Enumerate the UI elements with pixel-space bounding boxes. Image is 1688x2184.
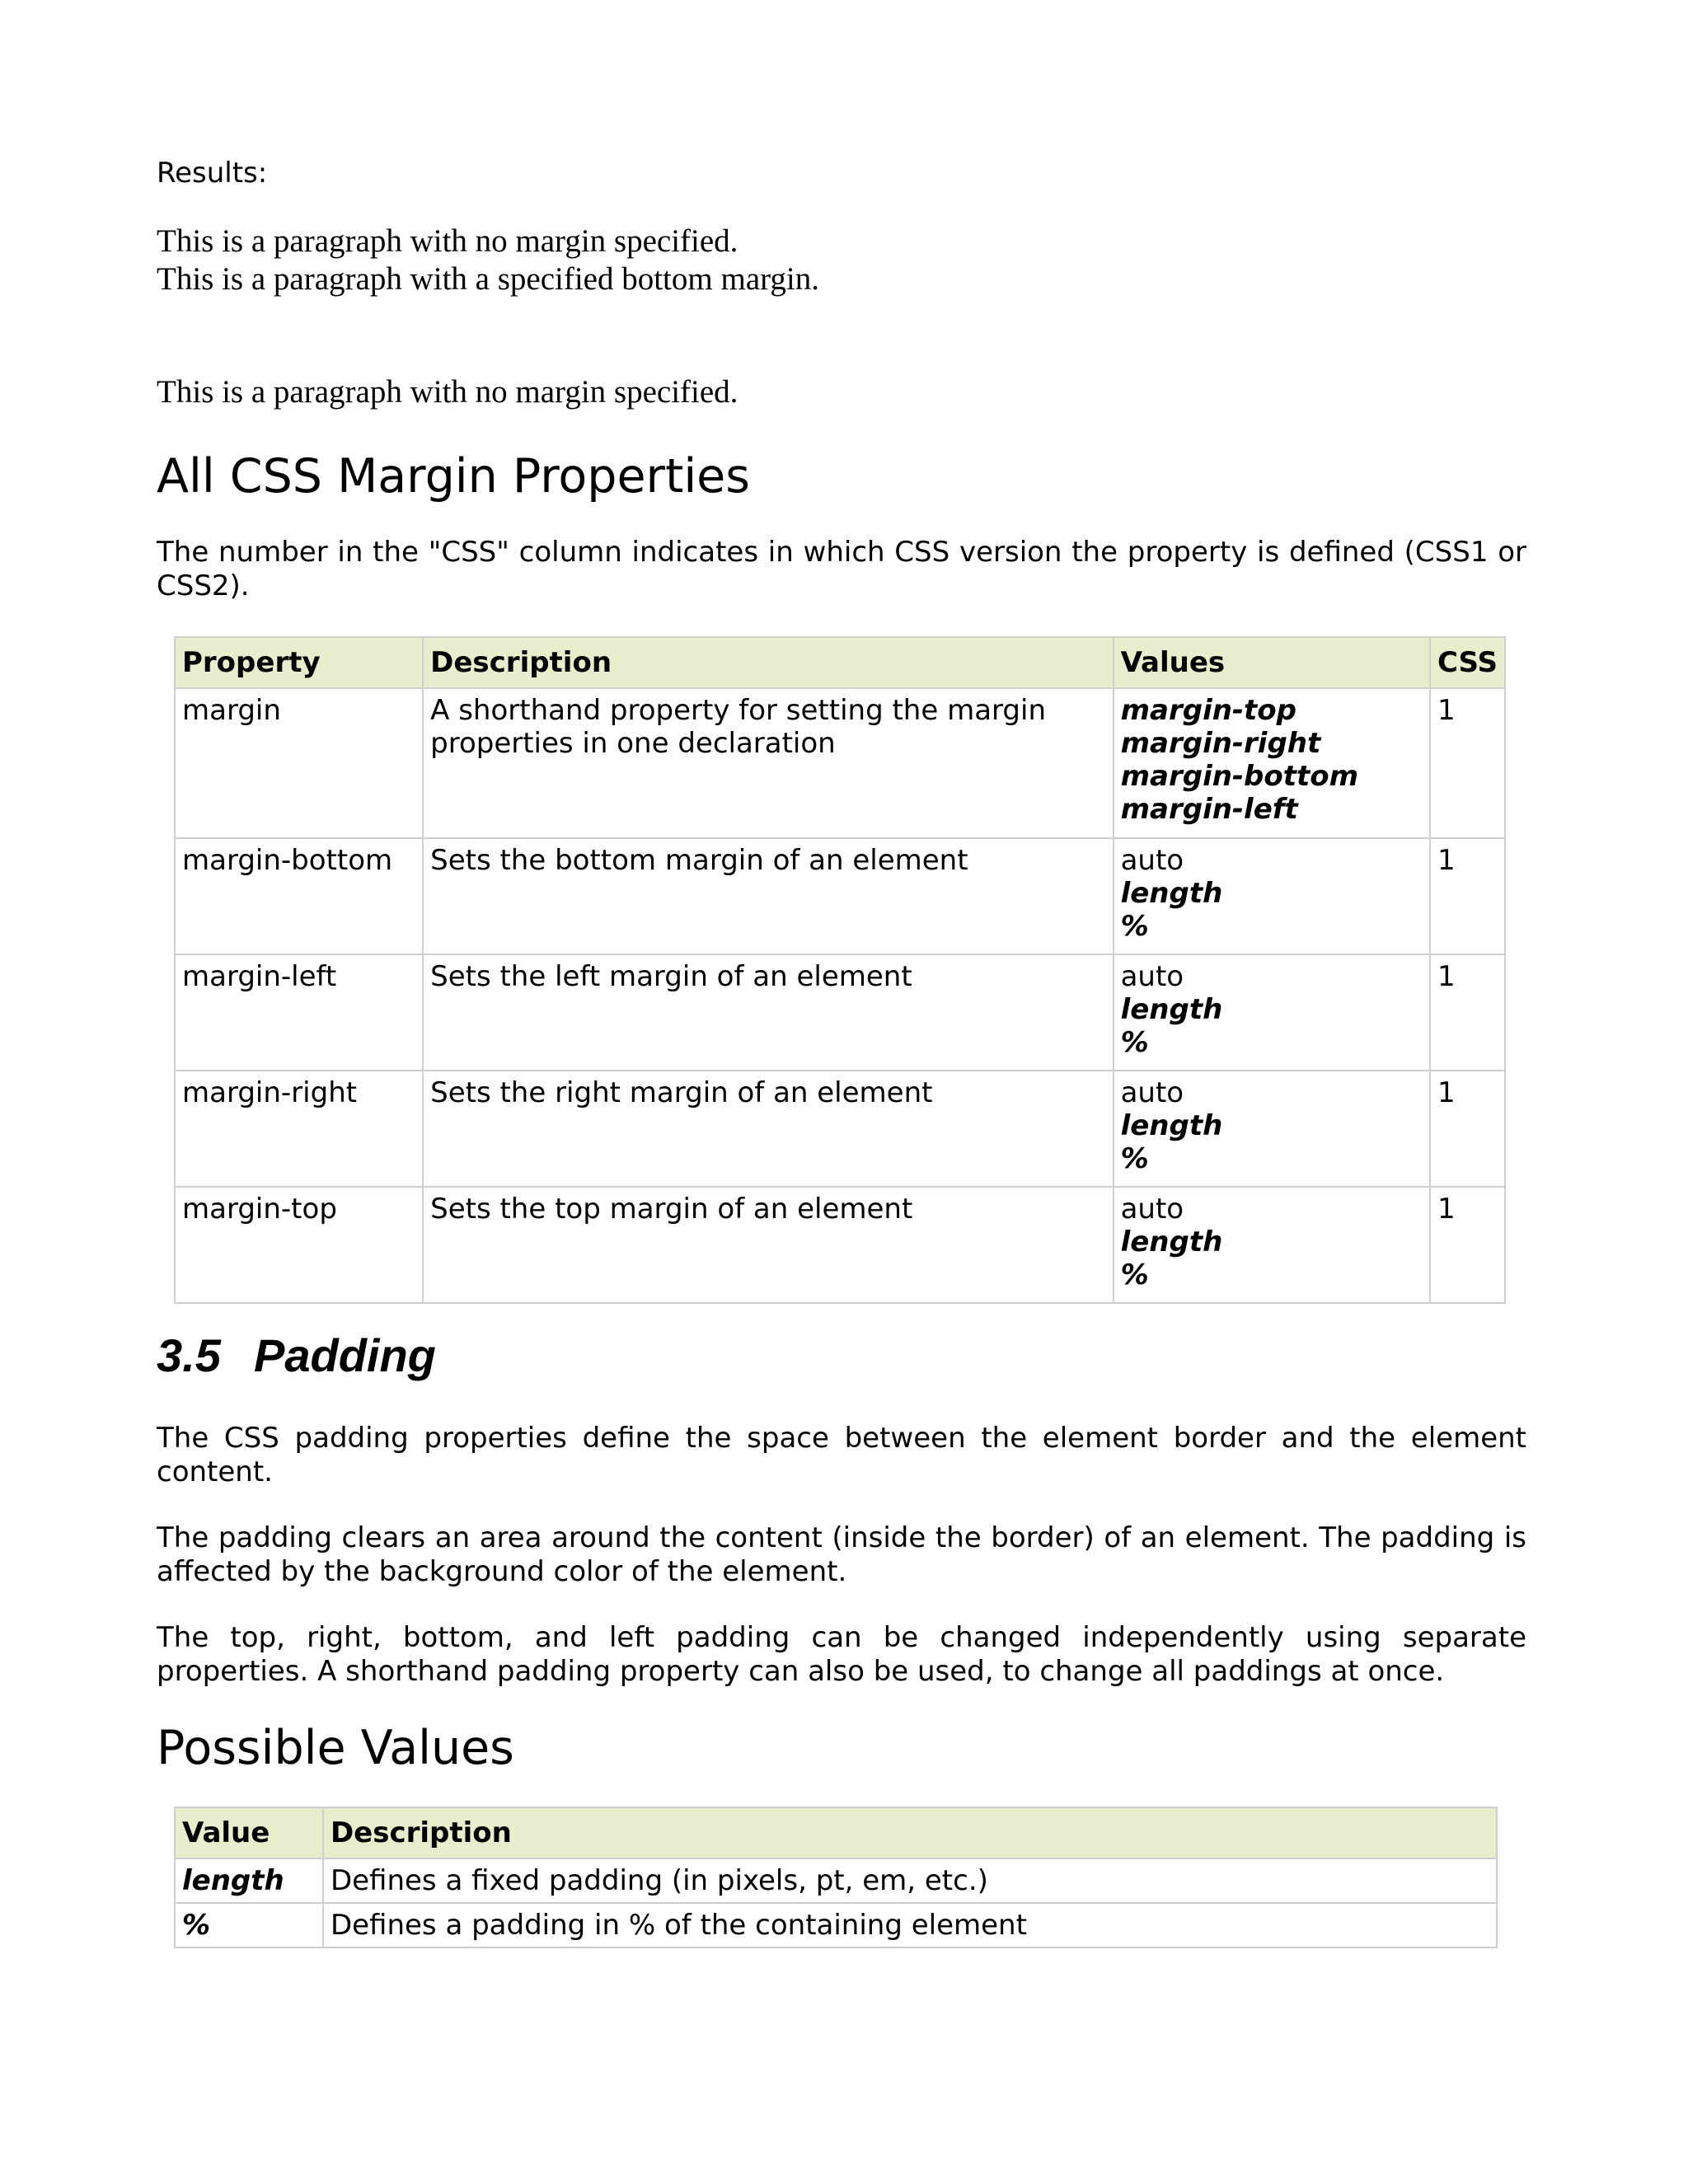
value-item: auto xyxy=(1120,960,1184,993)
margin-intro-text: The number in the "CSS" column indicates in which CSS version the property is defined (CSS1 or CSS2). xyxy=(157,536,1526,602)
cell-property: margin-top xyxy=(175,1187,423,1303)
header-value: Value xyxy=(175,1807,323,1858)
value-item: margin-right xyxy=(1120,727,1321,760)
value-item: length xyxy=(1120,1109,1223,1142)
table-row xyxy=(175,838,1505,954)
cell-values xyxy=(1114,688,1430,838)
value-item: length xyxy=(1120,1226,1223,1258)
margin-properties-heading: All CSS Margin Properties xyxy=(157,449,750,504)
padding-section-heading xyxy=(157,1329,436,1382)
value-item: margin-left xyxy=(1120,793,1298,826)
padding-values-table xyxy=(174,1807,1498,1948)
padding-para-1: The CSS padding properties define the space between the element border and the element content. xyxy=(157,1422,1526,1488)
cell-description: A shorthand property for setting the margin properties in one declaration xyxy=(423,688,1113,838)
cell-description: Sets the left margin of an element xyxy=(423,954,1113,1071)
value-item: auto xyxy=(1120,1193,1184,1226)
value-item: auto xyxy=(1120,844,1184,877)
cell-css: 1 xyxy=(1430,1071,1505,1187)
header-values: Values xyxy=(1114,637,1430,688)
cell-description: Sets the right margin of an element xyxy=(423,1071,1113,1187)
cell-value: length xyxy=(175,1858,323,1903)
cell-property: margin-bottom xyxy=(175,838,423,954)
value-item: margin-bottom xyxy=(1120,760,1359,793)
paragraph-no-margin-2: This is a paragraph with no margin specified. xyxy=(157,374,738,410)
cell-values xyxy=(1114,1187,1430,1303)
table-header-row xyxy=(175,1807,1497,1858)
table-row xyxy=(175,1858,1497,1903)
padding-para-2: The padding clears an area around the content (inside the border) of an element. The padding is affected by the background color of the element. xyxy=(157,1521,1526,1588)
section-title: Padding xyxy=(254,1329,436,1381)
cell-values xyxy=(1114,954,1430,1071)
table-row xyxy=(175,688,1505,838)
table-row xyxy=(175,954,1505,1071)
paragraph-bottom-margin: This is a paragraph with a specified bottom margin. xyxy=(157,261,819,297)
value-item: % xyxy=(1120,1258,1149,1291)
value-item: length xyxy=(1120,993,1223,1026)
cell-css: 1 xyxy=(1430,688,1505,838)
cell-css: 1 xyxy=(1430,1187,1505,1303)
possible-values-heading: Possible Values xyxy=(157,1721,514,1775)
section-number: 3.5 xyxy=(157,1329,221,1381)
cell-description: Defines a padding in % of the containing element xyxy=(323,1903,1497,1947)
value-item: length xyxy=(1120,877,1223,910)
results-label: Results: xyxy=(157,157,268,190)
table-row xyxy=(175,1071,1505,1187)
header-description: Description xyxy=(323,1807,1497,1858)
table-row xyxy=(175,1187,1505,1303)
cell-description: Sets the top margin of an element xyxy=(423,1187,1113,1303)
cell-css: 1 xyxy=(1430,954,1505,1071)
header-css: CSS xyxy=(1430,637,1505,688)
value-item: % xyxy=(1120,910,1149,943)
cell-value: % xyxy=(175,1903,323,1947)
paragraph-no-margin-1: This is a paragraph with no margin specified. xyxy=(157,223,738,259)
cell-property: margin-right xyxy=(175,1071,423,1187)
cell-description: Defines a fixed padding (in pixels, pt, em, etc.) xyxy=(323,1858,1497,1903)
value-item: % xyxy=(1120,1142,1149,1175)
cell-css: 1 xyxy=(1430,838,1505,954)
value-item: % xyxy=(1120,1026,1149,1059)
cell-values xyxy=(1114,838,1430,954)
value-item: auto xyxy=(1120,1076,1184,1109)
value-item: margin-top xyxy=(1120,694,1296,727)
margin-properties-table xyxy=(174,636,1506,1304)
table-row xyxy=(175,1903,1497,1947)
cell-values xyxy=(1114,1071,1430,1187)
table-header-row xyxy=(175,637,1505,688)
padding-para-3: The top, right, bottom, and left padding can be changed independently using separate properties. A shorthand padding property can also be used, to change all paddings at once. xyxy=(157,1621,1526,1688)
cell-description: Sets the bottom margin of an element xyxy=(423,838,1113,954)
cell-property: margin-left xyxy=(175,954,423,1071)
header-property: Property xyxy=(175,637,423,688)
cell-property: margin xyxy=(175,688,423,838)
header-description: Description xyxy=(423,637,1113,688)
